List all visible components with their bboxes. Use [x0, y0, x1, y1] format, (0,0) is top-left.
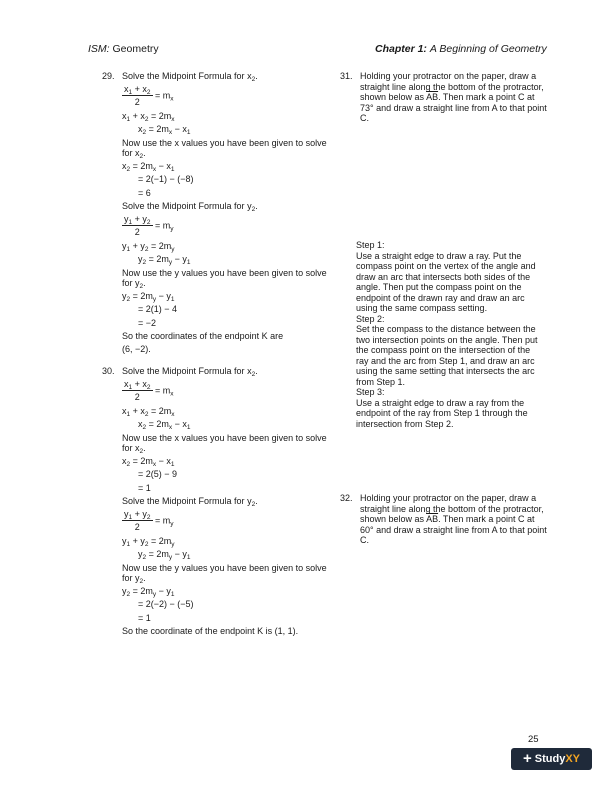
- step-body: Set the compass to the distance between the two intersection points on the angle. Then put the compass point on the intersection of the ray and the arc from Step 1, and draw an arc using the same setting that intersects the arc from Step 1.: [356, 324, 538, 387]
- page-number: 25: [528, 734, 539, 745]
- header-right: Chapter 1: A Beginning of Geometry: [375, 43, 547, 55]
- step-body: Use a straight edge to draw a ray from the endpoint of the ray from Step 1 through the intersection from Step 2.: [356, 397, 528, 429]
- problem-31: 31. Holding your protractor on the paper, draw a straight line along the bottom of the protractor, shown below as $\overline{AB}$. Then mark a point C at 73° and draw a straight line from A to that point C.: [340, 71, 547, 123]
- problem-number: 29.: [102, 71, 115, 81]
- step-body: Use a straight edge to draw a ray. Put the compass point on the vertex of the angle and draw an arc that intersects both sides of the angle. Then put the compass point on the endpoint of the drawn ray and draw an arc using the same compass setting.: [356, 250, 536, 313]
- problem-32: 32. Holding your protractor on the paper, draw a straight line along the bottom of the protractor, shown below as $\overline{AB}$. Then mark a point C at 60° and draw a straight line from A to that point C.: [340, 493, 547, 545]
- step-title: Step 3:: [356, 387, 385, 397]
- step-title: Step 1:: [356, 240, 385, 250]
- left-column: [102, 71, 327, 649]
- problem-number: 31.: [340, 71, 353, 81]
- right-column: [340, 71, 550, 136]
- construction-steps: [356, 240, 544, 429]
- header-left: ISM: Geometry: [88, 43, 159, 55]
- problem-number: 30.: [102, 366, 115, 376]
- problem-30: 30. Solve the Midpoint Formula for $x_2$. $\frac{x_1 + x_2}{2}$ = $m_x$ $x_1 + x_2 = 2m_x$ $x_2 = 2m_x - x_1$ Now use the x values you have been given to solve for $x_2$. $x_2 = 2m_x - x_1$ = 2(5) − 9 = 1 Solve the Midpoint Formula for $y_2$. $\frac{y_1 + y_2}{2}$ = $m_y$ $y_1 + y_2 = 2m_y$ $y_2 = 2m_y - y_1$ Now use the y values you have been given to solve for $y_2$. $y_2 = 2m_y - y_1$ = 2(−2) − (−5) = 1 So the coordinate of the endpoint K is (1, 1).: [102, 366, 327, 636]
- problem-32-column: [340, 493, 550, 558]
- step-title: Step 2:: [356, 313, 385, 324]
- plus-icon: +: [522, 749, 532, 767]
- problem-29: 29. Solve the Midpoint Formula for $x_2$. $\frac{x_1 + x_2}{2}$ = $m_x$ $x_1 + x_2 = 2m_x$ $x_2 = 2m_x - x_1$ Now use the x values you have been given to solve for $x_2$. $x_2 = 2m_x - x_1$ = 2(−1) − (−8) = 6 Solve the Midpoint Formula for $y_2$. $\frac{y_1 + y_2}{2}$ = $m_y$ $y_1 + y_2 = 2m_y$ $y_2 = 2m_y - y_1$ Now use the y values you have been given to solve for $y_2$. $y_2 = 2m_y - y_1$ = 2(1) − 4 = −2 So the coordinates of the endpoint K are (6, −2).: [102, 71, 327, 354]
- studyxy-logo[interactable]: + Study XY: [511, 748, 592, 770]
- problem-number: 32.: [340, 493, 353, 503]
